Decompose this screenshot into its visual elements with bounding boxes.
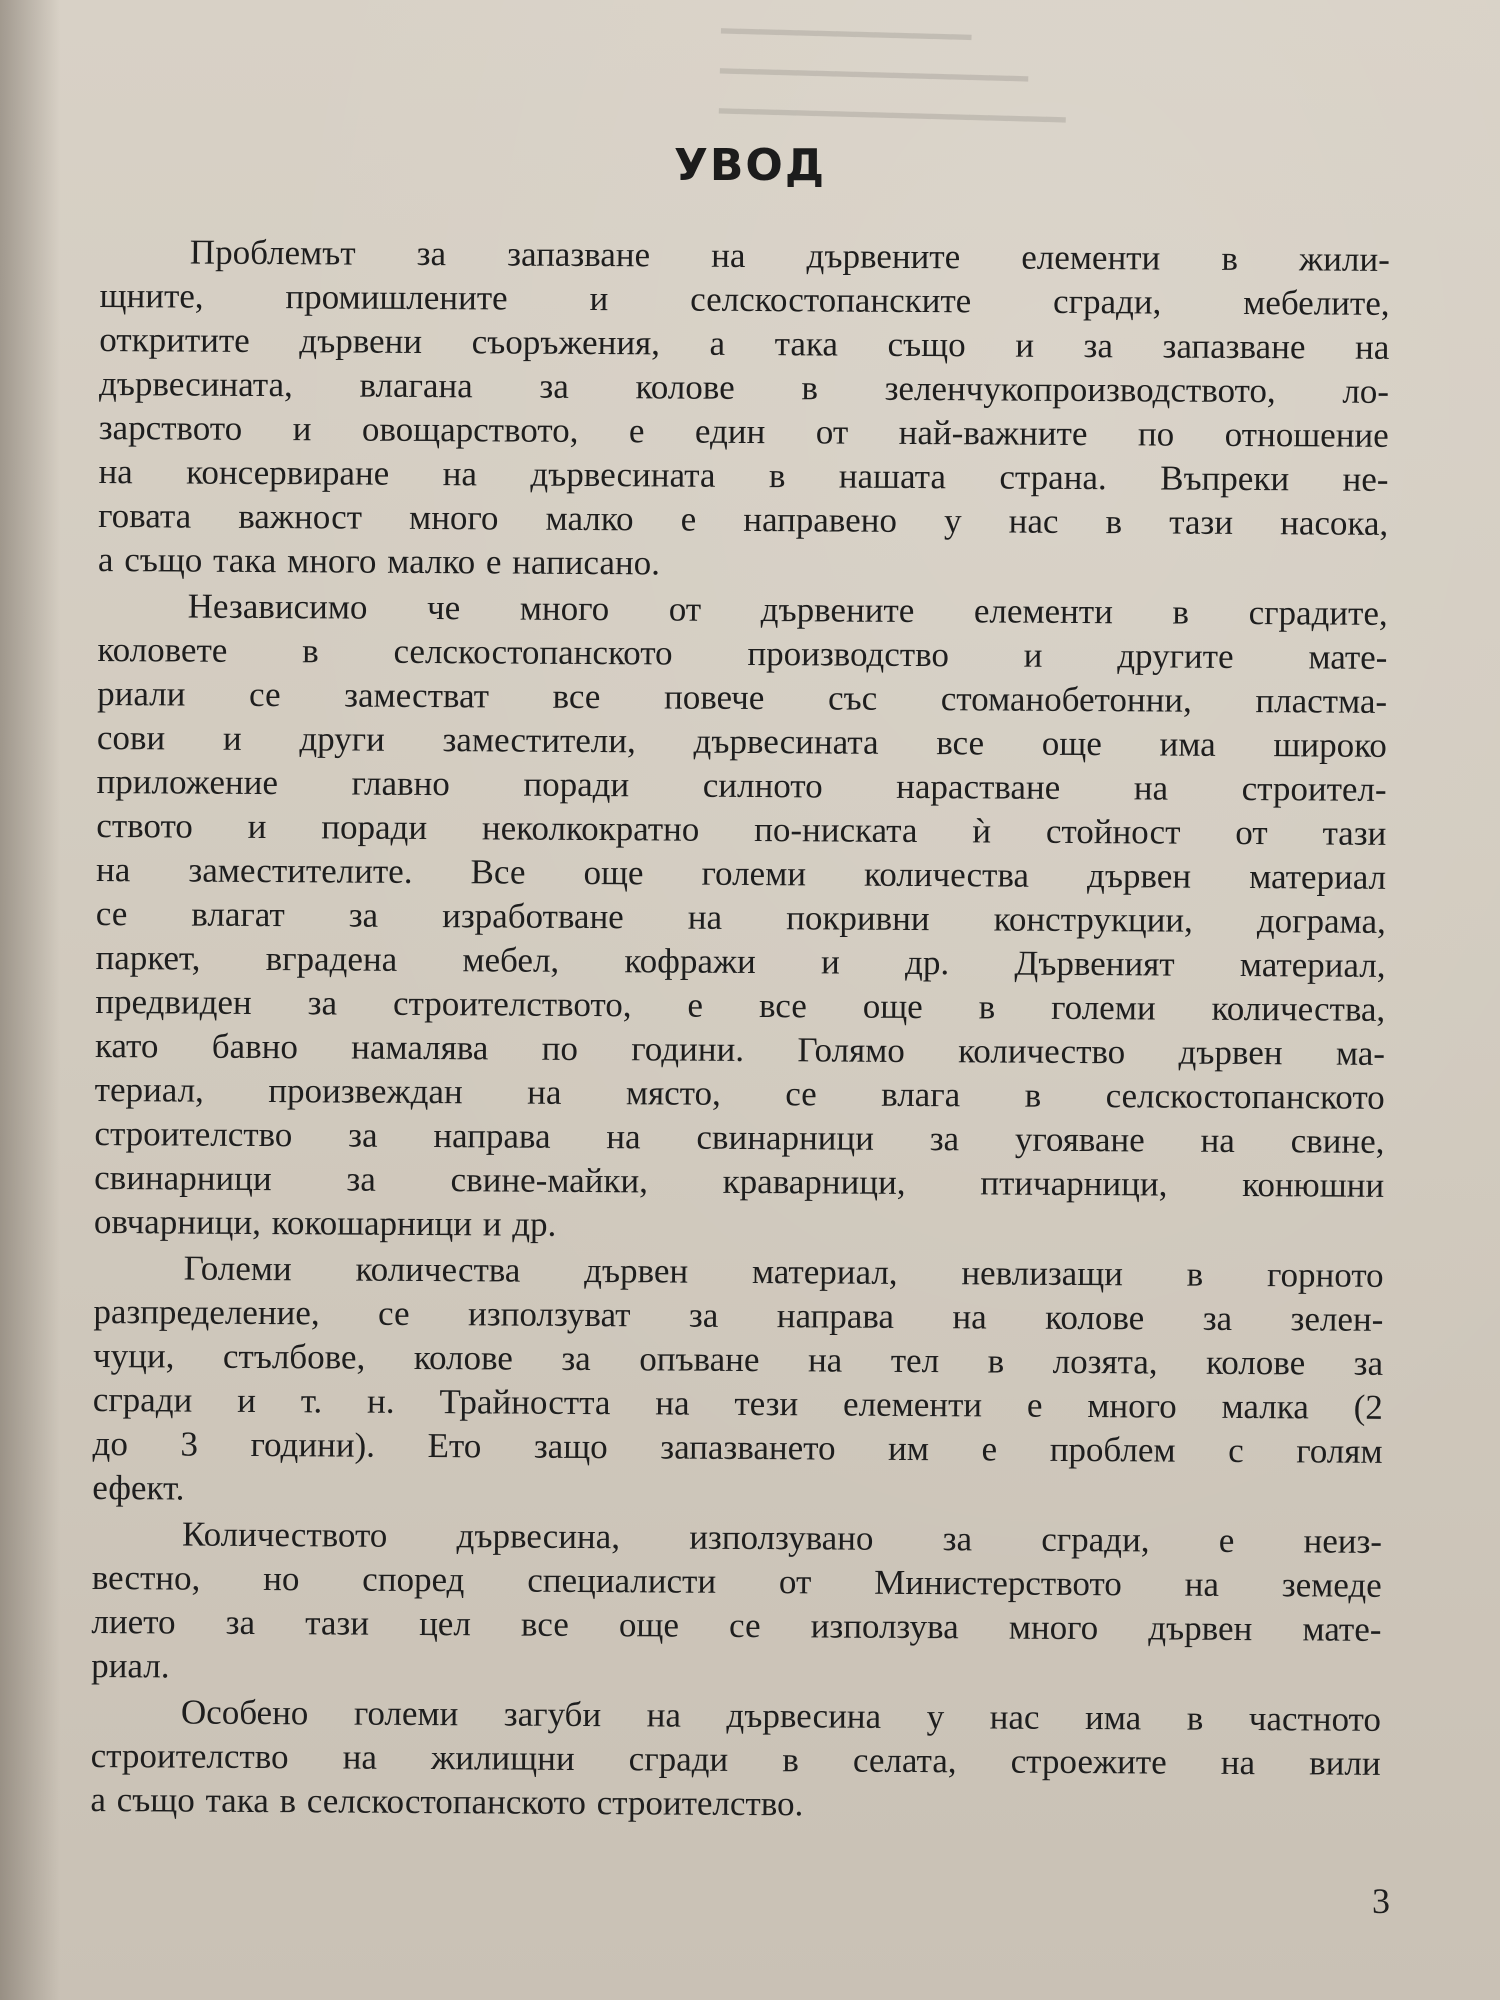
text-line: ството и поради неколкократно по-ниската ѝ стойност от тази [96,805,1387,853]
text-line: щните, промишлените и селскостопанските сгради, мебелите, [99,275,1390,323]
text-line: откритите дървени съоръжения, а така също и за запазване на [99,319,1390,367]
text-line: Количеството дървесина, използувано за сгради, е неиз- [181,1514,1383,1561]
text-line: на заместителите. Все още големи количества дървен материал [95,849,1387,897]
paragraph [98,230,1390,590]
text-line: като бавно намалява по години. Голямо количество дървен ма- [94,1025,1386,1073]
text-line: свинарници за свине-майки, краварници, птичарници, конюшни [94,1157,1385,1205]
text-line: зарството и овощарството, е един от най-важните по отношение [98,407,1389,455]
paragraph [92,1246,1384,1518]
text-line: чуци, стълбове, колове за опъване на тел в лозята, колове за [93,1335,1384,1383]
text-line: Големи количества дървен материал, невлизащи в горното [183,1248,1384,1295]
text-line: строителство на жилищни сгради в селата, строежите на вили [90,1735,1381,1783]
text-line: Проблемът за запазване на дървените елементи в жили- [189,232,1390,279]
text-line: Особено големи загуби на дървесина у нас има в частното [180,1692,1382,1739]
chapter-title: УВОД [673,140,827,191]
text-line: риали се заместват все повече със стоманобетонни, пластма- [97,673,1388,721]
text-line: Независимо че много от дървените елементи в сградите, [187,586,1388,633]
text-line: вестно, но според специалисти от Министерството на земеде [91,1557,1382,1605]
text-line: предвиден за строителството, е все още в големи количества, [95,981,1386,1029]
page-number: 3 [1372,1881,1390,1921]
paragraph [90,1690,1381,1830]
text-line: разпределение, се използуват за направа на колове за зелен- [93,1291,1384,1339]
text-line: до 3 години). Ето защо запазването им е проблем с голям [92,1423,1383,1471]
show-through-texture: ━━━━━━━━━━━━━━━━━━ ━━━━━━━━━━━━━━━━ ━━━━━━━━━━━━━ [718,11,1066,139]
text-line: сгради и т. н. Трайността на тези елементи е много малка (2 [92,1379,1383,1427]
text-line: на консервиране на дървесината в нашата страна. Въпреки не- [98,451,1389,499]
paragraph [94,584,1388,1252]
text-line: риал. [91,1645,170,1686]
paragraph [91,1512,1382,1696]
text-line: строителство за направа на свинарници за угояване на свине, [94,1113,1385,1161]
body-text [90,230,1390,1832]
text-line: сови и други заместители, дървесината все още има широко [96,717,1387,765]
text-line: приложение главно поради силното нарастване на строител- [96,761,1387,809]
text-line: териал, произвеждан на място, се влага в селскостопанското [94,1069,1385,1117]
text-line: овчарници, кокошарници и др. [93,1201,557,1244]
text-line: говата важност много малко е направено у нас в тази насока, [98,495,1389,543]
text-line: дървесината, влагана за колове в зеленчукопроизводството, ло- [98,363,1390,411]
text-line: ефект. [92,1467,185,1508]
text-line: лието за тази цел все още се използува много дървен мате- [91,1601,1382,1649]
text-line: а също така много малко е написано. [97,539,661,583]
page-gutter-shadow [0,0,60,2000]
text-line: паркет, вградена мебел, кофражи и др. Дървеният материал, [95,937,1386,985]
text-line: коловете в селскостопанското производство и другите мате- [97,629,1388,677]
text-line: се влагат за изработване на покривни конструкции, дограма, [95,893,1386,941]
text-line: а също така в селскостопанското строителство. [90,1779,804,1824]
